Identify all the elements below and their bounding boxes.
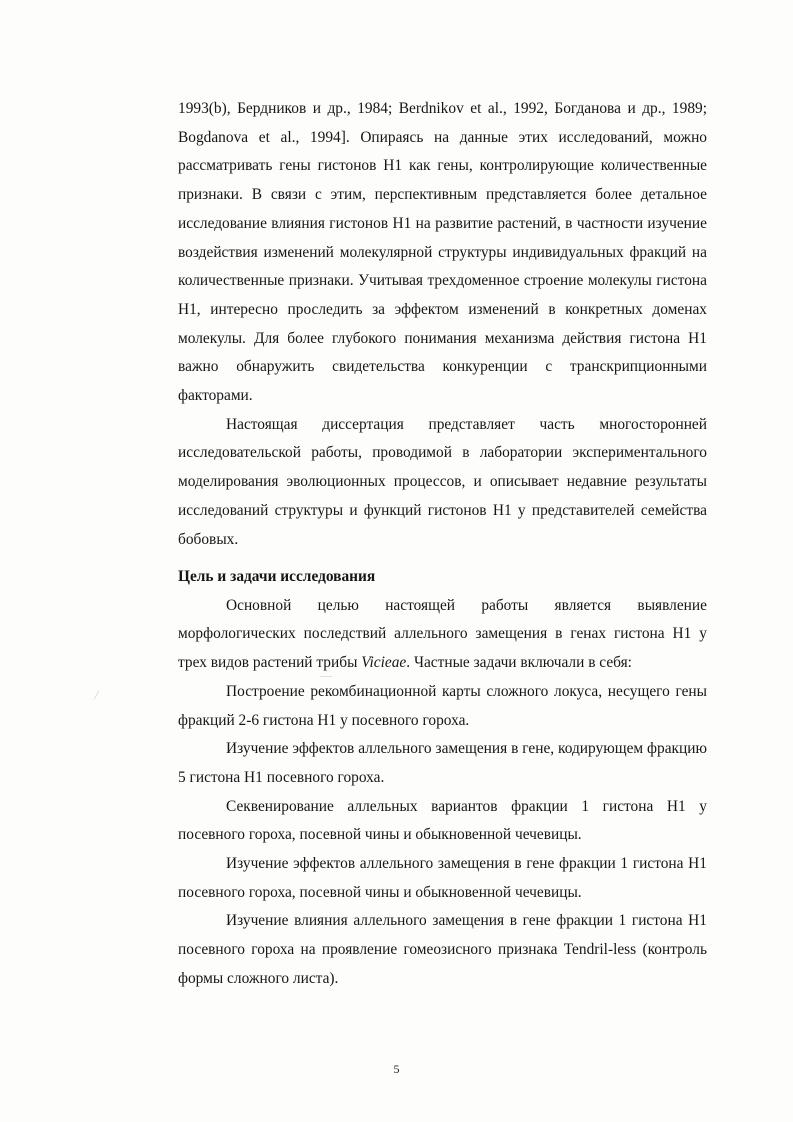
section-goals <box>178 563 707 994</box>
scan-speck <box>94 690 100 699</box>
paragraph-continuation: 1993(b), Бердников и др., 1984; Berdnikov et al., 1992, Богданова и др., 1989; Bogdanova et al., 1994]. Опираясь на данные этих исследований, можно рассматривать гены гистонов Н1 как гены, контролирующие количественные признаки. В связи с этим, перспективным представляется более детальное исследование влияния гистонов Н1 на развитие растений, в частности изучение воздействия изменений молекулярной структуры индивидуальных фракций на количественные признаки. Учитывая трехдоменное строение молекулы гистона Н1, интересно проследить за эффектом изменений в конкретных доменах молекулы. Для более глубокого понимания механизма действия гистона Н1 важно обнаружить свидетельства конкуренции с транскрипционными факторами. <box>178 100 707 405</box>
section-intro-text: Основной целью настоящей работы является выявление морфологических последствий аллельного замещения в генах гистона Н1 у трех видов растений трибы <box>178 596 707 672</box>
task-item: Изучение эффектов аллельного замещения в гене фракции 1 гистона Н1 посевного гороха, посевной чины и обыкновенной чечевицы. <box>178 855 707 901</box>
task-item: Изучение влияния аллельного замещения в гене фракции 1 гистона Н1 посевного гороха на проявление гомеозисного признака Tendril-less (контроль формы сложного листа). <box>178 912 707 987</box>
task-item: Секвенирование аллельных вариантов фракции 1 гистона Н1 у посевного гороха, посевной чины и обыкновенной чечевицы. <box>178 797 707 844</box>
section-intro <box>178 592 707 678</box>
task-item: Построение рекомбинационной карты сложного локуса, несущего гены фракций 2-6 гистона Н1 у посевного гороха. <box>178 682 707 729</box>
section-intro-end: . Частные задачи включали в себя: <box>406 654 632 672</box>
species-name: Vicieae <box>361 654 407 672</box>
task-item: Изучение эффектов аллельного замещения в гене, кодирующем фракцию 5 гистона Н1 посевного гороха. <box>178 740 707 786</box>
section-heading: Цель и задачи исследования <box>178 568 376 585</box>
paragraph-dissertation: Настоящая диссертация представляет часть многосторонней исследовательской работы, проводимой в лаборатории экспериментального моделирования эволюционных процессов, и описывает недавние результаты исследований структуры и функций гистонов Н1 у представителей семейства бобовых. <box>178 415 707 548</box>
body-text <box>178 95 707 554</box>
page-number: 5 <box>393 1062 400 1076</box>
